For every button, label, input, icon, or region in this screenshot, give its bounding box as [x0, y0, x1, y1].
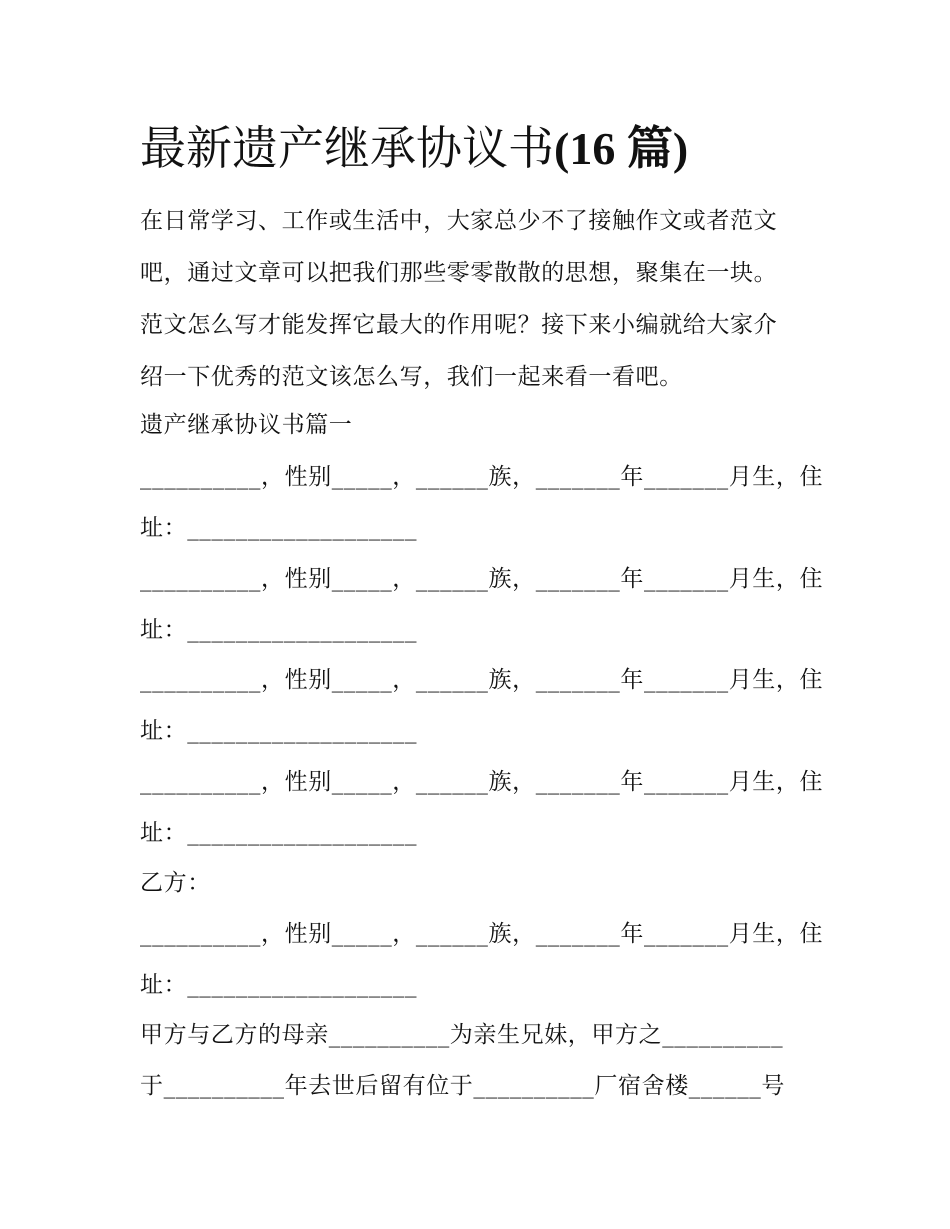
party-b-label: 乙方： — [140, 870, 211, 896]
party-line: __________，性别_____，______族，_______年_______月生，住 — [140, 667, 824, 693]
party-address-line: 址：___________________ — [140, 515, 418, 541]
party-line: __________，性别_____，______族，_______年_______月生，住 — [140, 769, 824, 795]
intro-line-4: 绍一下优秀的范文该怎么写，我们一起来看一看吧。 — [140, 364, 683, 390]
section-heading: 遗产继承协议书篇一 — [140, 412, 353, 438]
intro-line-1: 在日常学习、工作或生活中，大家总少不了接触作文或者范文 — [140, 208, 778, 234]
party-address-line: 址：___________________ — [140, 617, 418, 643]
party-b-line: __________，性别_____，______族，_______年_______月生，住 — [140, 921, 824, 947]
title-suffix: (16 篇) — [554, 123, 689, 174]
party-b-address-line: 址：___________________ — [140, 972, 418, 998]
document-title — [140, 118, 840, 179]
party-address-line: 址：___________________ — [140, 718, 418, 744]
intro-line-2: 吧，通过文章可以把我们那些零零散散的思想，聚集在一块。 — [140, 260, 778, 286]
body-line-2: 于__________年去世后留有位于__________厂宿舍楼______号 — [140, 1073, 785, 1099]
intro-line-3: 范文怎么写才能发挥它最大的作用呢？接下来小编就给大家介 — [140, 312, 778, 338]
party-address-line: 址：___________________ — [140, 820, 418, 846]
party-line: __________，性别_____，______族，_______年_______月生，住 — [140, 464, 824, 490]
party-line: __________，性别_____，______族，_______年_______月生，住 — [140, 566, 824, 592]
title-main: 最新遗产继承协议书 — [140, 121, 554, 175]
body-line-1: 甲方与乙方的母亲__________为亲生兄妹，甲方之__________ — [140, 1022, 784, 1048]
